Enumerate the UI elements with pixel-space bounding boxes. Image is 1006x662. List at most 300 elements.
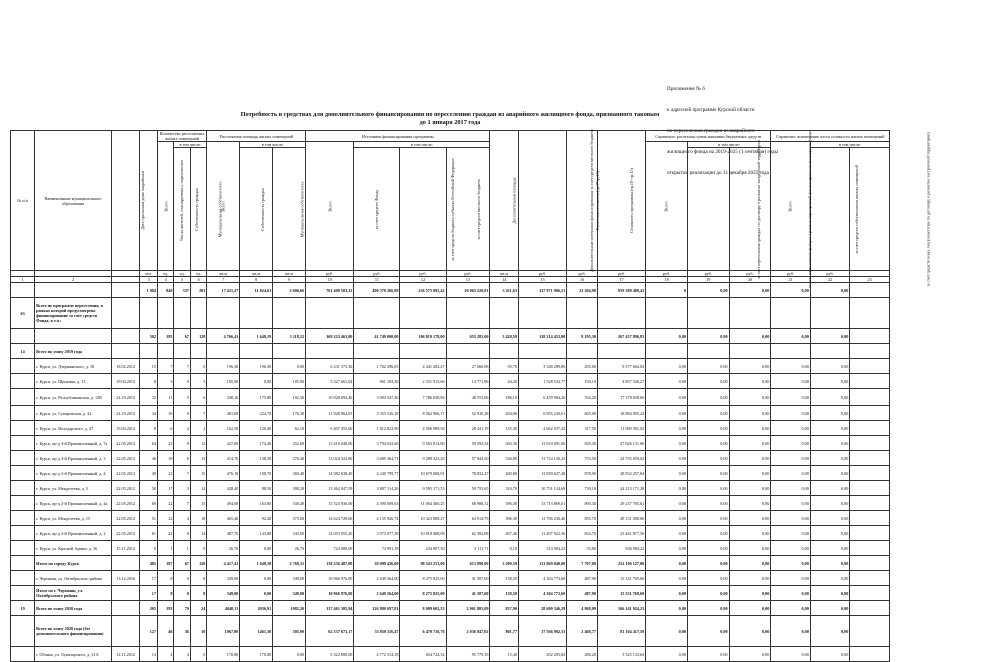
table-cell: 0,00 (771, 616, 810, 647)
table-cell: 12.11.2012 (111, 647, 140, 662)
table-cell (850, 421, 890, 436)
table-cell (11, 616, 35, 647)
table-cell: 22.05.2012 (111, 496, 140, 511)
table-cell: 2 468,77 (567, 616, 598, 647)
table-cell: 78 832,27 (446, 466, 490, 481)
table-cell: 19.04.2012 (111, 421, 140, 436)
table-cell: 24 (190, 601, 206, 616)
table-cell: 4040,11 (207, 601, 240, 616)
title-line-1: Потребность в средствах для дополнительного финансирования по переселению граждан из аварийного жилищного фонда, признанного таковым (240, 111, 660, 118)
total-row (11, 586, 890, 601)
table-cell: 0,00 (810, 601, 849, 616)
table-cell: 801,77 (490, 616, 519, 647)
table-cell (518, 298, 566, 329)
table-cell: 137 461 385,94 (306, 601, 354, 616)
table-cell: 0,00 (646, 511, 688, 526)
table-cell: 265 (140, 601, 158, 616)
col-deficit-total: Всего (646, 142, 688, 271)
table-cell: 427,00 (207, 436, 240, 451)
table-cell: 9 577 664,04 (597, 359, 645, 374)
table-cell (771, 344, 810, 359)
rooms-incl: в том числе: (174, 142, 207, 148)
table-cell (11, 496, 35, 511)
table-cell: 3 807 114,26 (354, 481, 400, 496)
table-cell (273, 298, 306, 329)
table-cell: 0,00 (687, 511, 729, 526)
table-cell: 0,00 (810, 496, 849, 511)
table-cell: 0 (174, 374, 190, 389)
table-body (11, 283, 890, 662)
table-cell (306, 344, 354, 359)
table-cell: 2 649 564,00 (354, 586, 400, 601)
table-cell (190, 344, 206, 359)
col-reimb-2: за счет средств иных лиц (инвестора по договору о развитии застроенной территории) (850, 148, 890, 271)
table-cell: 143,80 (240, 526, 273, 541)
appendix-line: открытом реализации до 31 декабря 2025 года (667, 170, 769, 176)
table-cell: 13 706 236,46 (518, 511, 566, 526)
column-number-cell: 9 (273, 277, 306, 283)
table-cell: 6 (157, 421, 173, 436)
table-cell (111, 616, 140, 647)
table-cell: 14 982 638,40 (306, 466, 354, 481)
table-cell: 286,20 (567, 647, 598, 662)
table-cell: 0,00 (687, 389, 729, 406)
table-cell: 2036,91 (240, 601, 273, 616)
table-cell: 0,00 (810, 616, 849, 647)
table-cell: 67 (174, 556, 190, 571)
area-incl: в том числе: (240, 142, 306, 148)
table-cell: 24.10.2012 (111, 406, 140, 421)
table-cell: 1 648,19 (240, 329, 273, 344)
col-price: Стоимость программы (гр.10+гр.15) (597, 131, 645, 271)
table-cell: 502 (140, 329, 158, 344)
table-cell: 8 275 825,00 (400, 571, 446, 586)
table-cell: 0,00 (646, 496, 688, 511)
table-cell (687, 344, 729, 359)
table-cell: 401,00 (207, 406, 240, 421)
table-cell: 4 417,41 (207, 556, 240, 571)
table-cell: 11 407 922,36 (518, 526, 566, 541)
table-cell: 150,10 (567, 374, 598, 389)
table-cell: 10 679 008,91 (400, 466, 446, 481)
table-cell: 17 566 902,33 (518, 616, 566, 647)
unit-cell: руб. (646, 271, 688, 277)
table-cell: 0,00 (729, 601, 771, 616)
table-cell: 0,00 (810, 571, 849, 586)
table-cell: 0,00 (729, 374, 771, 389)
table-cell: 0,00 (771, 374, 810, 389)
total-row (11, 298, 890, 329)
table-cell: 0,00 (810, 481, 849, 496)
appendix-line: Приложение № 6 (667, 86, 705, 92)
table-cell: 349,00 (207, 571, 240, 586)
table-cell (850, 359, 890, 374)
table-cell: 3 348 289,86 (518, 359, 566, 374)
table-cell: 0,00 (771, 647, 810, 662)
table-cell (850, 329, 890, 344)
table-cell: 17 (140, 571, 158, 586)
table-cell: 1461,30 (240, 616, 273, 647)
table-cell: 26,70 (207, 541, 240, 556)
table-cell: 0,00 (810, 541, 849, 556)
table-cell (11, 359, 35, 374)
table-cell: 4 (174, 421, 190, 436)
table-cell: 0,00 (687, 496, 729, 511)
table-cell: 0,00 (729, 389, 771, 406)
column-number-cell: 11 (354, 277, 400, 283)
table-cell: 0,00 (646, 466, 688, 481)
column-number-cell: 8 (240, 277, 273, 283)
table-cell: 17 (140, 586, 158, 601)
table-cell: 654 724,32 (400, 647, 446, 662)
table-cell: 1 (157, 541, 173, 556)
table-cell: 0,00 (273, 359, 306, 374)
table-cell: 428,40 (207, 481, 240, 496)
table-cell: 113 869 040,00 (518, 556, 566, 571)
unit-cell: руб. (729, 271, 771, 277)
sources-incl: в том числе: (354, 142, 490, 148)
table-cell: 505,90 (273, 616, 306, 647)
table-cell: 3 327 661,04 (306, 374, 354, 389)
table-cell: 295,00 (567, 359, 598, 374)
table-cell: 0,00 (771, 466, 810, 481)
table-cell: 69 (140, 496, 158, 511)
table-cell: 7 (157, 359, 173, 374)
table-cell (111, 556, 140, 571)
total-row (11, 601, 890, 616)
table-cell: 74 991,18 (354, 541, 400, 556)
table-cell: 252,60 (273, 436, 306, 451)
table-cell: 138 256 487,00 (306, 556, 354, 571)
table-cell (810, 298, 849, 329)
table-cell: 0,00 (273, 647, 306, 662)
table-cell: 196,30 (207, 359, 240, 374)
table-row (11, 389, 890, 406)
table-cell (850, 283, 890, 298)
table-cell: 224,70 (240, 406, 273, 421)
table-cell: 0,00 (687, 374, 729, 389)
unit-cell: кв.м (490, 271, 519, 277)
table-cell: 9 595 171,53 (400, 481, 446, 496)
table-cell: 761 400 583,12 (306, 283, 354, 298)
unit-cell: руб. (810, 271, 849, 277)
table-cell: г. Обоянь, ул. Луначарского, д. 21А (35, 647, 112, 662)
table-cell: 336,80 (490, 451, 519, 466)
table-cell: 4 (174, 647, 190, 662)
table-cell: 64 914,79 (446, 511, 490, 526)
table-cell: 14 (140, 647, 158, 662)
table-cell: Всего по программе переселения, в рамках которой предусмотрено финансирование за счет средств Фонда, в т.ч.: (35, 298, 112, 329)
table-cell: 0,00 (729, 496, 771, 511)
table-cell: 22 (157, 496, 173, 511)
table-cell: 0,00 (810, 329, 849, 344)
table-cell: 0,00 (771, 359, 810, 374)
table-cell: 44,20 (490, 374, 519, 389)
table-cell: 0,00 (771, 541, 810, 556)
table-cell (11, 466, 35, 481)
table-cell: г. Курск, ул. Менделеева, д. 15 (35, 511, 112, 526)
table-cell: 0,00 (729, 616, 771, 647)
table-cell: 202 295,84 (518, 647, 566, 662)
table-cell: 6 (140, 541, 158, 556)
total-row (11, 616, 890, 647)
table-cell: 138,50 (490, 586, 519, 601)
total-row (11, 344, 890, 359)
table-cell: 0,00 (646, 451, 688, 466)
table-cell: 6 407 353,60 (306, 421, 354, 436)
table-cell (850, 556, 890, 571)
table-cell: 0,00 (771, 556, 810, 571)
table-cell: 0,00 (729, 481, 771, 496)
document-title (120, 111, 780, 127)
table-cell: 15 (190, 466, 206, 481)
table-cell: 195 (157, 329, 173, 344)
table-cell: 0,00 (729, 466, 771, 481)
table-cell: 7 (174, 496, 190, 511)
table-cell: 9 (174, 406, 190, 421)
table-cell: 276,40 (273, 451, 306, 466)
table-cell: 8 275 825,00 (400, 586, 446, 601)
table-cell: 163,80 (240, 496, 273, 511)
table-cell: 4 390 009,63 (354, 496, 400, 511)
table-cell: 5 322 800,00 (306, 647, 354, 662)
table-cell (207, 344, 240, 359)
column-number-cell: 17 (597, 277, 645, 283)
table-cell: 0,00 (810, 511, 849, 526)
table-cell: 494,00 (207, 496, 240, 511)
col-deficit-2: за счет переселения граждан в рамках мероприятий финансирования жилищного фонда (729, 148, 771, 271)
table-cell (157, 344, 173, 359)
table-cell: г. Курск, ул. Красной Армии, д. 16 (35, 541, 112, 556)
table-cell (567, 298, 598, 329)
table-cell: 0,00 (687, 436, 729, 451)
table-cell: 7 786 638,84 (400, 389, 446, 406)
table-cell: 0,00 (646, 406, 688, 421)
table-cell: 0 (190, 359, 206, 374)
table-cell: 8 562 906,17 (400, 406, 446, 421)
unit-cell: кв.м (273, 271, 306, 277)
table-cell: 28 832 257,84 (597, 466, 645, 481)
table-cell: 0,00 (646, 541, 688, 556)
table-cell: 0,00 (687, 329, 729, 344)
table-cell: 0,00 (771, 526, 810, 541)
table-cell: 3 794 632,66 (354, 436, 400, 451)
col-rooms-own: Собственность граждан (174, 148, 190, 271)
table-cell: 0,00 (240, 586, 273, 601)
table-cell: г. Курск, ул. Суворовская, д. 32 (35, 406, 112, 421)
table-cell (810, 344, 849, 359)
table-cell (850, 601, 890, 616)
table-cell: 67 (174, 329, 190, 344)
table-cell: г. Чермашн, ул. Октябрьского района (35, 571, 112, 586)
col-local: за счет средств местного бюджета (446, 148, 490, 271)
table-cell (354, 344, 400, 359)
col-date: Дата признания дома аварийным (111, 131, 140, 271)
table-cell: г. Курск, пр-д 2-й Промышленный, д. 4а (35, 496, 112, 511)
table-cell: 0,00 (729, 406, 771, 421)
table-cell: 19 (157, 451, 173, 466)
table-cell: 234 907,30 (400, 541, 446, 556)
table-cell: 0 (174, 571, 190, 586)
table-cell: 613 898,00 (446, 556, 490, 571)
table-cell: г. Курск, ул. Менделеева, д. 5 (35, 481, 112, 496)
table-cell: 14 (190, 481, 206, 496)
table-cell: 22.05.2012 (111, 511, 140, 526)
table-cell: 57 844,50 (446, 451, 490, 466)
table-cell: 4 135 926,74 (354, 511, 400, 526)
table-cell: 7 (174, 359, 190, 374)
table-cell: 820,30 (567, 436, 598, 451)
table-cell (157, 298, 173, 329)
table-cell: 48 553,06 (446, 389, 490, 406)
table-cell: 0,00 (687, 526, 729, 541)
table-cell: 20 063 220,81 (446, 283, 490, 298)
table-cell (111, 329, 140, 344)
table-cell (11, 451, 35, 466)
table-cell: 348,10 (207, 389, 240, 406)
table-cell: 0,00 (771, 406, 810, 421)
table-row (11, 647, 890, 662)
table-cell: 68 906,12 (446, 496, 490, 511)
col-name: Наименование муниципального образования (35, 131, 112, 271)
table-cell: 337 (174, 283, 190, 298)
table-cell: 18 884 095,24 (597, 406, 645, 421)
table-cell: 126 880 697,81 (354, 601, 400, 616)
table-cell (567, 344, 598, 359)
table-cell: 5 411,63 (490, 283, 519, 298)
table-cell: г. Курск, ул. Щепкина, д. 13 (35, 374, 112, 389)
appendix-line: к адресной программе Курской области (667, 107, 755, 113)
table-cell: 13.12.2016 (111, 571, 140, 586)
table-cell: 6 231 373,36 (306, 359, 354, 374)
table-cell (111, 601, 140, 616)
table-cell: 236 575 095,42 (400, 283, 446, 298)
table-cell: 11 064 460,25 (400, 496, 446, 511)
table-cell (273, 344, 306, 359)
table-cell: 840 (157, 283, 173, 298)
table-cell: 22 (157, 526, 173, 541)
table-cell (306, 298, 354, 329)
table-cell: 22.05.2012 (111, 451, 140, 466)
table-cell: 3 093 547,46 (354, 389, 400, 406)
col-no: № п/п (11, 131, 35, 271)
table-cell: 15 523 936,00 (306, 496, 354, 511)
column-number-cell: 20 (729, 277, 771, 283)
table-row (11, 406, 890, 421)
table-cell: 79 (174, 601, 190, 616)
table-cell: 0,00 (810, 406, 849, 421)
table-cell: 118 214 433,00 (518, 329, 566, 344)
table-cell: 0,00 (646, 586, 688, 601)
table-cell (111, 283, 140, 298)
table-cell (400, 344, 446, 359)
table-cell: 174,40 (240, 436, 273, 451)
table-cell (850, 571, 890, 586)
table-cell: 203 (190, 283, 206, 298)
column-number-cell: 12 (400, 277, 446, 283)
table-row (11, 526, 890, 541)
table-cell (850, 481, 890, 496)
table-cell: 4 662 037,42 (518, 421, 566, 436)
table-cell: 0,00 (810, 586, 849, 601)
table-cell: 4 868,09 (567, 601, 598, 616)
table-cell: 22.05.2012 (111, 526, 140, 541)
table-cell (11, 374, 35, 389)
table-cell: 15 (190, 496, 206, 511)
table-cell (850, 406, 890, 421)
unit-cell: руб. (306, 271, 354, 277)
table-cell: 62,10 (273, 421, 306, 436)
table-cell: 0,00 (729, 511, 771, 526)
table-cell: 14 (11, 344, 35, 359)
table-cell: 724 080,00 (306, 541, 354, 556)
table-cell: 10 751 124,69 (518, 481, 566, 496)
table-cell: 22.05.2012 (111, 481, 140, 496)
table-cell: 19.04.2012 (111, 374, 140, 389)
table-cell: 267,40 (490, 526, 519, 541)
table-cell: 166 141 924,23 (597, 601, 645, 616)
table-cell: 13 713 869,61 (518, 496, 566, 511)
table-cell: 15,40 (490, 647, 519, 662)
table-cell: 61 (140, 526, 158, 541)
table-cell: 120 (190, 556, 206, 571)
table-cell: 0,00 (771, 601, 810, 616)
table-cell: 0,00 (240, 374, 273, 389)
table-cell: 138,50 (490, 571, 519, 586)
table-cell: 0,00 (771, 436, 810, 451)
table-cell (11, 526, 35, 541)
table-cell: 162,30 (207, 421, 240, 436)
table-cell: 186,10 (490, 389, 519, 406)
table-cell (687, 298, 729, 329)
table-cell: 0,00 (687, 283, 729, 298)
table-cell (111, 298, 140, 329)
table-cell: 0,00 (729, 526, 771, 541)
table-cell: 120,40 (240, 421, 273, 436)
table-cell: 176,30 (273, 406, 306, 421)
table-cell: 17 378 658,66 (597, 389, 645, 406)
table-cell: 10 (190, 616, 206, 647)
table-cell: 24 755 659,02 (597, 451, 645, 466)
table-cell: 11 824,61 (240, 283, 273, 298)
table-cell: 14 (190, 526, 206, 541)
col-area-mun: Муниципальная собственность (273, 148, 306, 271)
table-cell: Итого по городу Курск (35, 556, 112, 571)
table-cell: 487,70 (207, 526, 240, 541)
unit-cell: руб. (567, 271, 598, 277)
column-number-cell: 5 (174, 277, 190, 283)
table-cell: 3 353 526,18 (354, 406, 400, 421)
table-cell: 9 563 814,80 (400, 436, 446, 451)
table-cell: 1082,20 (273, 601, 306, 616)
table-cell: 0,00 (729, 647, 771, 662)
table-cell: 15 331 769,60 (597, 586, 645, 601)
table-cell: 24.10.2012 (111, 389, 140, 406)
table-cell: 95 779,39 (446, 647, 490, 662)
table-cell: 14 053 955,20 (306, 526, 354, 541)
table-cell: 10 966 976,00 (306, 571, 354, 586)
table-cell: г. Курск, пр-д 4-й Промышленный, д. 3 (35, 451, 112, 466)
table-cell: 314 904,22 (518, 541, 566, 556)
table-cell: 0,00 (771, 451, 810, 466)
table-cell: 11 069 391,02 (597, 421, 645, 436)
table-cell: 373,00 (273, 511, 306, 526)
table-cell: 8 (190, 586, 206, 601)
table-cell: 0,00 (771, 283, 810, 298)
table-cell: 485 (140, 556, 158, 571)
table-cell: 62 537 673,17 (306, 616, 354, 647)
table-cell: 17 (157, 481, 173, 496)
